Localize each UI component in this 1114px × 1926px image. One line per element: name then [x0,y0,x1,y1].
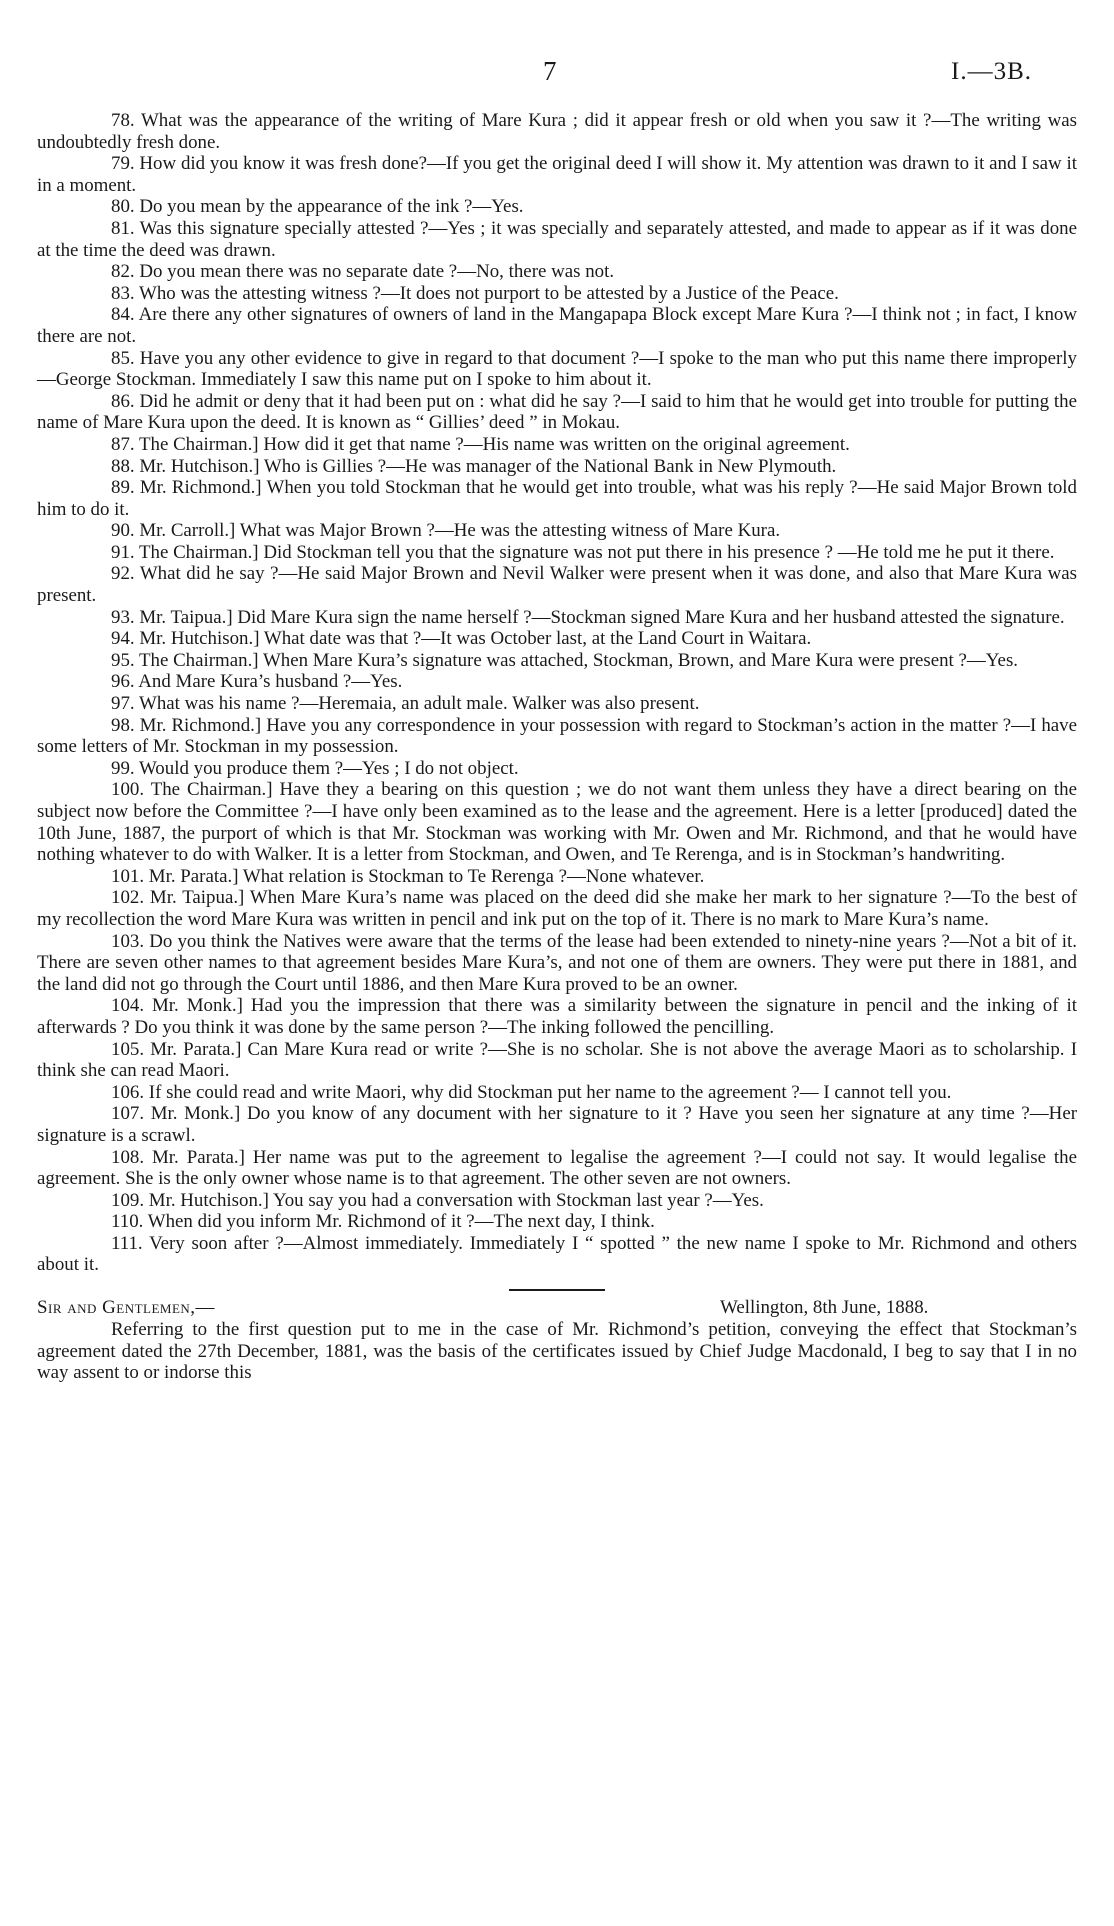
letter-body: Referring to the first question put to me in the case of Mr. Richmond’s petition, conveying the effect that Stockman’s agreement dated the 27th December, 1881, was the basis of the certificates issued by Chief Judge Macdonald, I beg to say that I in no way assent to or indorse this [37,1319,1077,1384]
question-answer: 83. Who was the attesting witness ?—It does not purport to be attested by a Justice of the Peace. [111,282,839,304]
page-header [0,56,1114,96]
question-answer: 105. Mr. Parata.] Can Mare Kura read or write ?—She is no scholar. She is not above the average Maori as to scholarship. I think she can read Maori. [37,1038,1077,1082]
evidence-transcript [37,110,1077,1384]
question-answer: 78. What was the appearance of the writing of Mare Kura ; did it appear fresh or old when you saw it ?—The writing was undoubtedly fresh done. [37,110,1077,153]
question-answer: 110. When did you inform Mr. Richmond of it ?—The next day, I think. [111,1211,655,1233]
section-divider [509,1289,605,1291]
letter-salutation: Sir and Gentlemen,— [37,1297,215,1319]
question-answer: 80. Do you mean by the appearance of the ink ?—Yes. [111,196,524,218]
question-answer: 96. And Mare Kura’s husband ?—Yes. [111,671,403,693]
document-reference: I.—3B. [951,58,1032,85]
question-answer: 84. Are there any other signatures of owners of land in the Mangapapa Block except Mare Kura ?—I think not ; in fact, I know there are not. [37,304,1077,347]
page-number: 7 [543,56,557,86]
question-answer: 99. Would you produce them ?—Yes ; I do not object. [111,757,519,779]
letter-heading [37,1297,1077,1319]
question-answer: 107. Mr. Monk.] Do you know of any document with her signature to it ? Have you seen her signature at any time ?—Her signature is a scrawl. [37,1103,1077,1146]
question-answer: 95. The Chairman.] When Mare Kura’s signature was attached, Stockman, Brown, and Mare Kura were present ?—Yes. [111,649,1019,671]
question-answer: 89. Mr. Richmond.] When you told Stockman that he would get into trouble, what was his reply ?—He said Major Brown told him to do it. [37,477,1077,520]
question-answer: 94. Mr. Hutchison.] What date was that ?—It was October last, at the Land Court in Waitara. [111,628,812,650]
question-answer: 103. Do you think the Natives were aware that the terms of the lease had been extended to ninety-nine years ?—Not a bit of it. There are seven other names to that agreement besides Mare Kura’s, and not one of them are owners. They were put there in 1881, and the land did not go through the Court until 1886, and then Mare Kura proved to be an owner. [37,930,1077,995]
question-answer: 82. Do you mean there was no separate date ?—No, there was not. [111,261,615,283]
question-answer: 79. How did you know it was fresh done?—If you get the original deed I will show it. My attention was drawn to it and I saw it in a moment. [37,153,1077,196]
question-answer: 100. The Chairman.] Have they a bearing on this question ; we do not want them unless they have a direct bearing on the subject now before the Committee ?—I have only been examined as to the lease and the agreement. Here is a letter [produced] dated the 10th June, 1887, the purport of which is that Mr. Stockman was working with Mr. Owen and Mr. Richmond, and that he would have nothing whatever to do with Walker. It is a letter from Stockman, and Owen, and Te Rerenga, and is in Stockman’s handwriting. [37,779,1077,866]
question-answer: 85. Have you any other evidence to give in regard to that document ?—I spoke to the man who put this name there improperly—George Stockman. Immediately I saw this name put on I spoke to him about it. [37,347,1077,391]
question-answer: 98. Mr. Richmond.] Have you any correspondence in your possession with regard to Stockman’s action in the matter ?—I have some letters of Mr. Stockman in my possession. [37,714,1077,758]
question-answer: 109. Mr. Hutchison.] You say you had a conversation with Stockman last year ?—Yes. [111,1189,764,1211]
question-answer: 86. Did he admit or deny that it had been put on : what did he say ?—I said to him that he would get into trouble for putting the name of Mare Kura upon the deed. It is known as “ Gillies’ deed ” in Mokau. [37,390,1077,434]
question-answer: 88. Mr. Hutchison.] Who is Gillies ?—He was manager of the National Bank in New Plymouth. [111,455,837,477]
letter-dateline: Wellington, 8th June, 1888. [720,1297,929,1319]
question-list [37,110,1077,1276]
question-answer: 104. Mr. Monk.] Had you the impression that there was a similarity between the signature in pencil and the inking of it afterwards ? Do you think it was done by the same person ?—The inking followed the pencilling. [37,995,1077,1038]
question-answer: 92. What did he say ?—He said Major Brown and Nevil Walker were present when it was done, and also that Mare Kura was present. [37,563,1077,607]
question-answer: 111. Very soon after ?—Almost immediately. Immediately I “ spotted ” the new name I spoke to Mr. Richmond and others about it. [37,1232,1077,1276]
question-answer: 101. Mr. Parata.] What relation is Stockman to Te Rerenga ?—None whatever. [111,865,705,887]
question-answer: 106. If she could read and write Maori, why did Stockman put her name to the agreement ?— I cannot tell you. [111,1081,952,1103]
question-answer: 97. What was his name ?—Heremaia, an adult male. Walker was also present. [111,693,700,715]
question-answer: 108. Mr. Parata.] Her name was put to the agreement to legalise the agreement ?—I could not say. It would legalise the agreement. She is the only owner whose name is to that agreement. The other seven are not owners. [37,1146,1077,1190]
question-answer: 87. The Chairman.] How did it get that name ?—His name was written on the original agreement. [111,433,850,455]
question-answer: 102. Mr. Taipua.] When Mare Kura’s name was placed on the deed did she make her mark to her signature ?—To the best of my recollection the word Mare Kura was written in pencil and ink put on the top of it. There is no mark to Mare Kura’s name. [37,887,1077,930]
question-answer: 93. Mr. Taipua.] Did Mare Kura sign the name herself ?—Stockman signed Mare Kura and her husband attested the signature. [111,606,1065,628]
question-answer: 91. The Chairman.] Did Stockman tell you that the signature was not put there in his presence ? —He told me he put it there. [111,541,1055,563]
question-answer: 81. Was this signature specially attested ?—Yes ; it was specially and separately attested, and made to appear as if it was done at the time the deed was drawn. [37,217,1077,261]
question-answer: 90. Mr. Carroll.] What was Major Brown ?—He was the attesting witness of Mare Kura. [111,520,781,542]
